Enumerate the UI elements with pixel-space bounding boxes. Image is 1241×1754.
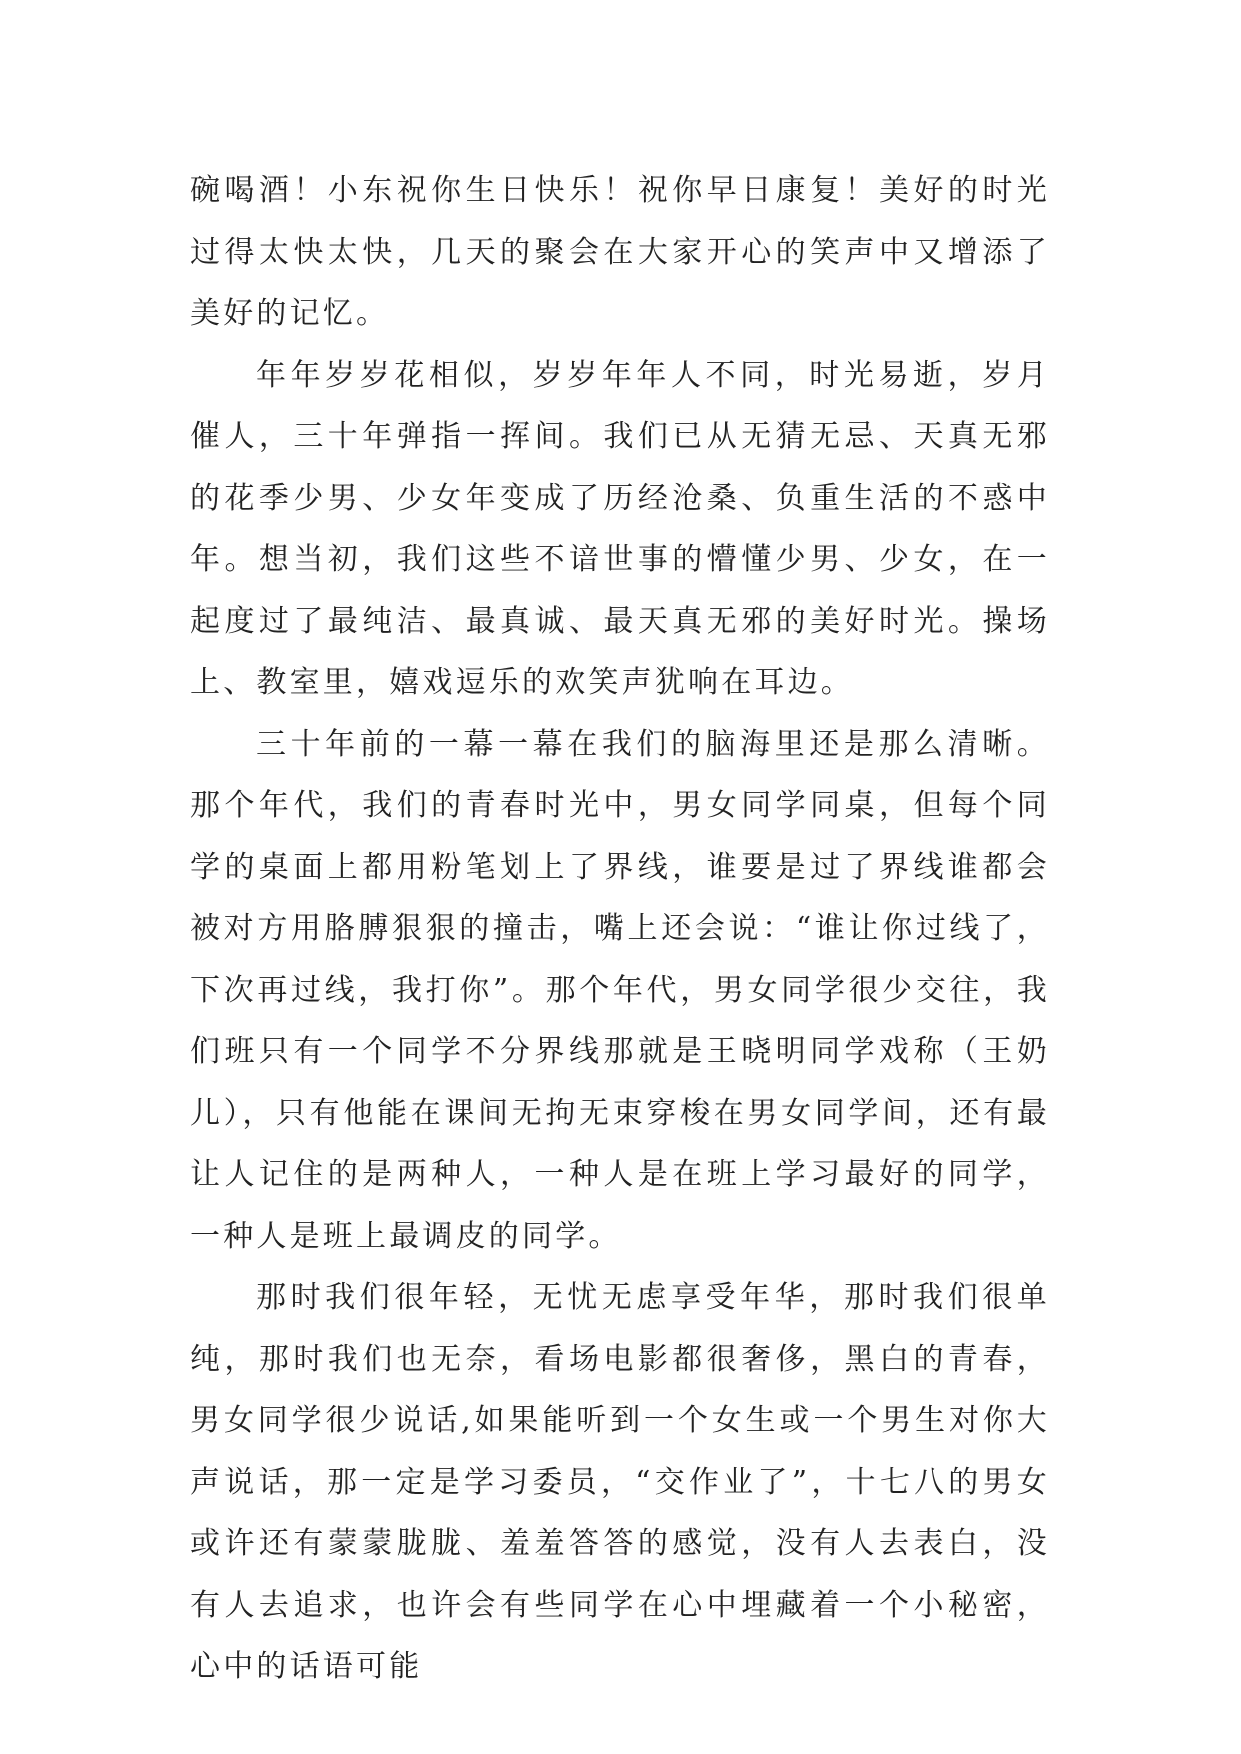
paragraph-1: 碗喝酒！小东祝你生日快乐！祝你早日康复！美好的时光过得太快太快，几天的聚会在大家开心的笑声中又增添了美好的记忆。 <box>190 173 1050 331</box>
body-text <box>190 160 1050 1698</box>
paragraph-2: 年年岁岁花相似，岁岁年年人不同，时光易逝，岁月催人，三十年弹指一挥间。我们已从无猜无忌、天真无邪的花季少男、少女年变成了历经沧桑、负重生活的不惑中年。想当初，我们这些不谙世事的懵懂少男、少女，在一起度过了最纯洁、最真诚、最天真无邪的美好时光。操场上、教室里，嬉戏逗乐的欢笑声犹响在耳边。 <box>190 357 1050 700</box>
paragraph-3: 三十年前的一幕一幕在我们的脑海里还是那么清晰。那个年代，我们的青春时光中，男女同学同桌，但每个同学的桌面上都用粉笔划上了界线，谁要是过了界线谁都会被对方用胳膊狠狠的撞击，嘴上还会说：“谁让你过线了，下次再过线，我打你”。那个年代，男女同学很少交往，我们班只有一个同学不分界线那就是王晓明同学戏称（王奶儿），只有他能在课间无拘无束穿梭在男女同学间，还有最让人记住的是两种人，一种人是在班上学习最好的同学，一种人是班上最调皮的同学。 <box>190 726 1050 1254</box>
paragraph-4: 那时我们很年轻，无忧无虑享受年华，那时我们很单纯，那时我们也无奈，看场电影都很奢侈，黑白的青春，男女同学很少说话,如果能听到一个女生或一个男生对你大声说话，那一定是学习委员，“交作业了”，十七八的男女或许还有蒙蒙胧胧、羞羞答答的感觉，没有人去表白，没有人去追求，也许会有些同学在心中埋藏着一个小秘密，心中的话语可能 <box>190 1280 1050 1684</box>
